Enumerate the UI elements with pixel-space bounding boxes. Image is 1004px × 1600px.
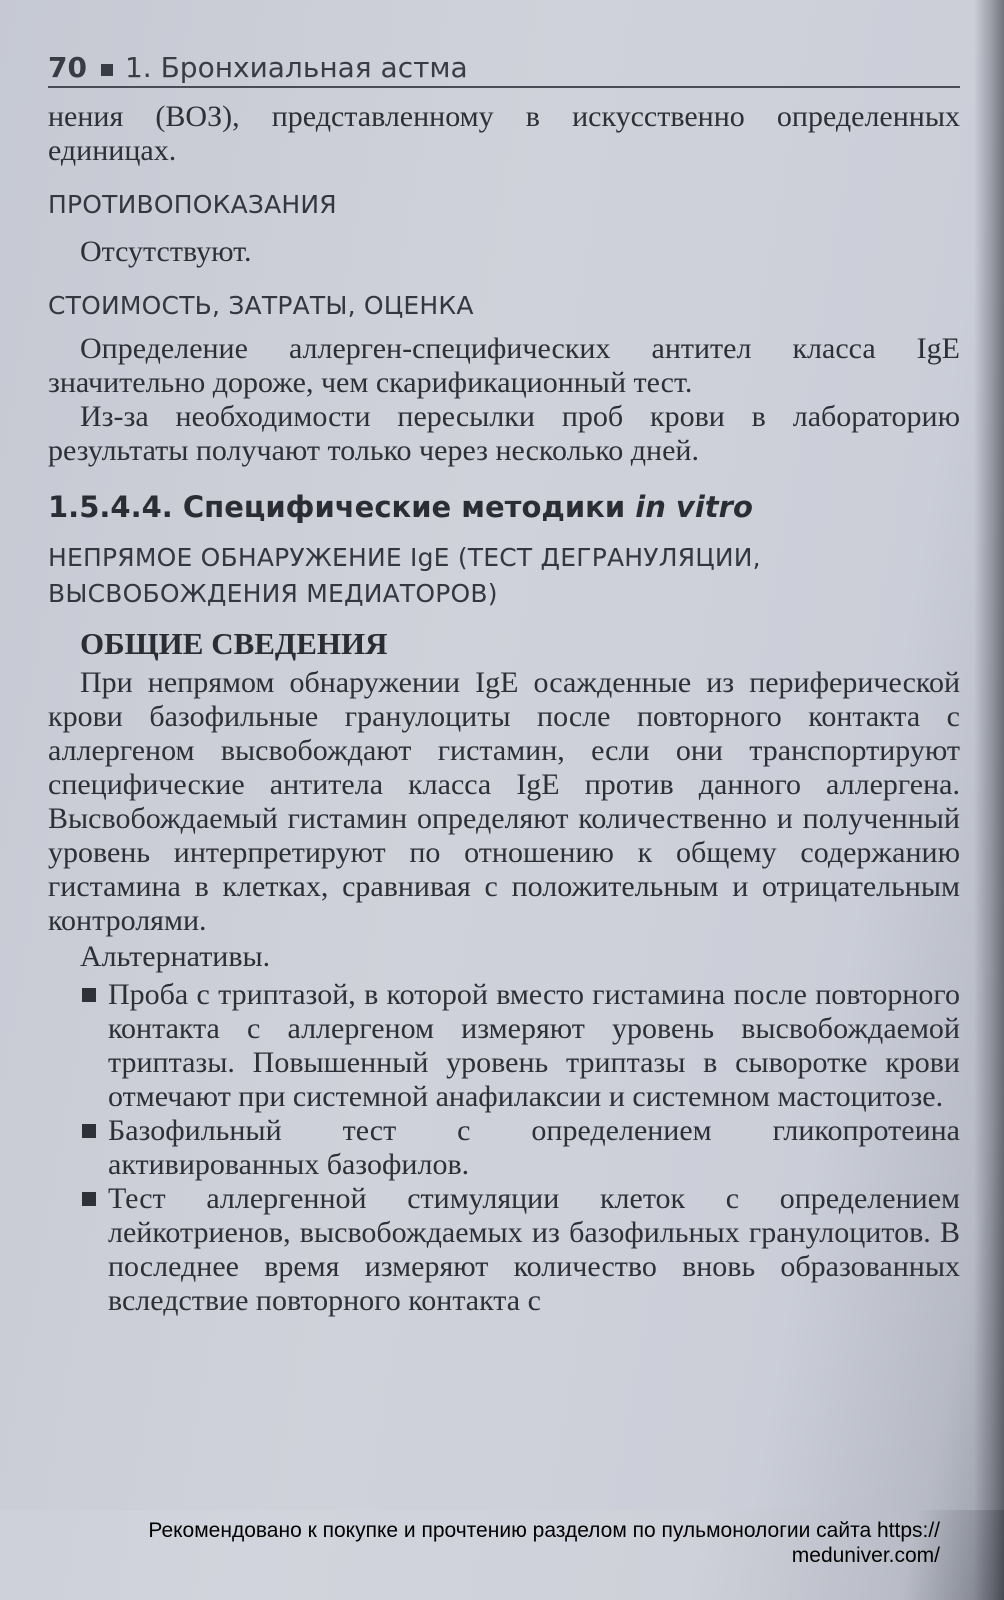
running-head — [48, 40, 960, 88]
list-item — [48, 1182, 960, 1318]
square-bullet-icon — [82, 1192, 96, 1206]
square-bullet-icon — [82, 1124, 96, 1138]
page-number: 70 — [48, 51, 87, 84]
cost-heading: СТОИМОСТЬ, ЗАТРАТЫ, ОЦЕНКА — [48, 291, 474, 320]
section-heading — [48, 490, 960, 524]
square-bullet-icon — [101, 64, 113, 76]
list-item-text: Базофильный тест с определением гликопротеина активированных базофилов. — [108, 1114, 960, 1181]
footer-note: Рекомендовано к покупке и прочтению разделом по пульмонологии сайта https:// meduniver.com/ — [148, 1519, 940, 1567]
list-item-text: Проба с триптазой, в которой вместо гистамина после повторного контакта с аллергеном измеряют уровень высвобождаемой триптазы. Повышенный уровень триптазы в сыворотке крови отмечают при системной анафилаксии и системном мастоцитозе. — [108, 978, 960, 1113]
list-item-text: Тест аллергенной стимуляции клеток с определением лейкотриенов, высвобождаемых из базофильных гранулоцитов. В последнее время измеряют количество вновь образованных вследствие повторного контакта с — [108, 1182, 960, 1317]
intro-continuation: нения (ВОЗ), представленному в искусственно определенных единицах. — [48, 100, 960, 167]
page-edge-shadow — [974, 0, 1004, 1600]
alternatives-list — [48, 978, 960, 1318]
indirect-detection-heading: НЕПРЯМОЕ ОБНАРУЖЕНИЕ IgE (ТЕСТ ДЕГРАНУЛЯЦИИ, ВЫСВОБОЖДЕНИЯ МЕДИАТОРОВ) — [48, 543, 761, 608]
section-heading-main: 1.5.4.4. Специфические методики — [48, 490, 636, 524]
section-heading-italic: in vitro — [635, 490, 753, 524]
list-item — [48, 978, 960, 1114]
contraindications-text: Отсутствуют. — [80, 235, 252, 268]
square-bullet-icon — [82, 988, 96, 1002]
alternatives-label: Альтернативы. — [80, 940, 271, 973]
contraindications-heading: ПРОТИВОПОКАЗАНИЯ — [48, 190, 337, 219]
cost-paragraph-1: Определение аллерген-специфических антител класса IgE значительно дороже, чем скарификационный тест. — [48, 332, 960, 399]
page-content — [48, 40, 960, 1318]
cost-paragraph-2: Из-за необходимости пересылки проб крови в лабораторию результаты получают только через несколько дней. — [48, 400, 960, 467]
list-item — [48, 1114, 960, 1182]
general-info-heading: ОБЩИЕ СВЕДЕНИЯ — [80, 626, 388, 661]
general-info-text: При непрямом обнаружении IgE осажденные из периферической крови базофильные гранулоциты после повторного контакта с аллергеном высвобождают гистамин, если они транспортируют специфические антитела класса IgE против данного аллергена. Высвобождаемый гистамин определяют количественно и полученный уровень интерпретируют по отношению к общему содержанию гистамина в клетках, сравнивая с положительным и отрицательным контролями. — [48, 666, 960, 937]
chapter-title: 1. Бронхиальная астма — [124, 51, 468, 84]
